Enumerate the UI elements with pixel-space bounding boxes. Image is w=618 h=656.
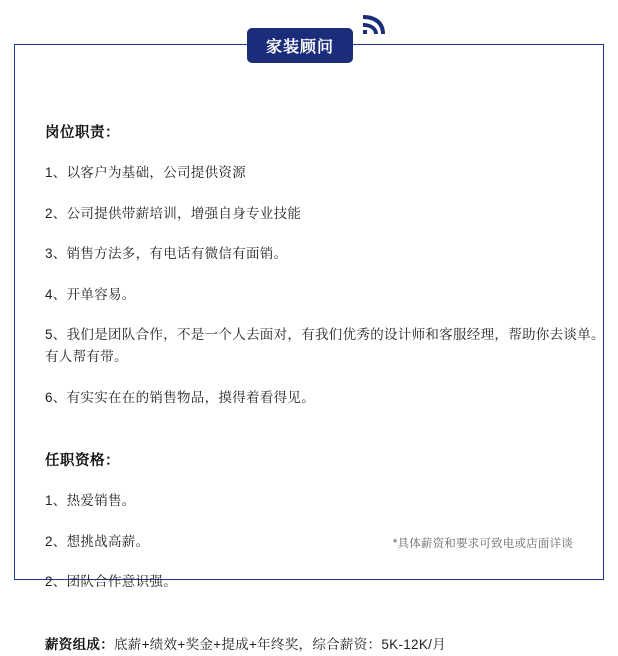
page-title: 家装顾问 (265, 39, 334, 56)
signal-icon (355, 8, 389, 42)
list-item: 1、热爱销售。 (45, 493, 136, 509)
footnote: *具体薪资和要求可致电或店面详谈 (392, 538, 573, 550)
list-item: 2、团队合作意识强。 (45, 574, 178, 590)
content-card (14, 44, 605, 652)
list-item: 2、公司提供带薪培训，增强自身专业技能 (45, 205, 302, 221)
list-item: 1、以客户为基础，公司提供资源 (45, 165, 247, 180)
list-item: 6、有实实在在的销售物品，摸得着看得见。 (45, 389, 316, 405)
list-item: 3、销售方法多，有电话有微信有面销。 (45, 246, 288, 262)
page-title-badge (247, 28, 353, 63)
list-item: 2、想挑战高薪。 (45, 533, 150, 549)
list-item: 4、开单容易。 (45, 286, 136, 302)
content-body (45, 121, 605, 656)
section-spacer (45, 612, 605, 634)
salary-composition (45, 634, 605, 656)
salary-label: 薪资组成： (45, 636, 114, 652)
salary-value: 底薪+绩效+奖金+提成+年终奖，综合薪资：5K-12K/月 (114, 636, 447, 652)
section-heading-responsibilities: 岗位职责： (45, 125, 120, 141)
list-item: 5、我们是团队合作，不是一个人去面对，有我们优秀的设计师和客服经理，帮助你去谈单。有人帮有带。 (45, 327, 605, 364)
section-heading-qualifications: 任职资格： (45, 453, 120, 470)
section-spacer (45, 427, 605, 449)
